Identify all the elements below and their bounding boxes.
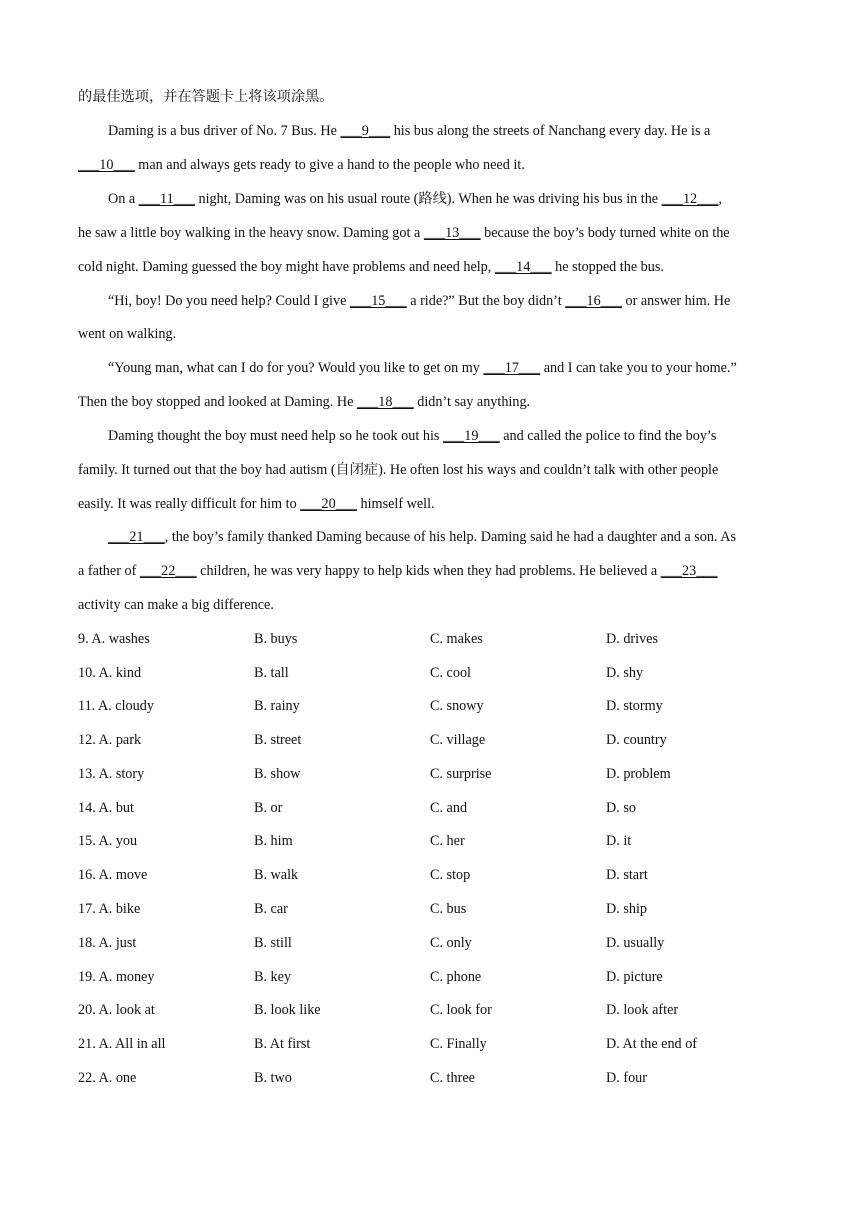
passage-text: Daming is a bus driver of No. 7 Bus. He [108,123,341,139]
passage-line [78,155,783,175]
passage-text: Daming thought the boy must need help so he took out his [108,428,443,444]
blank-19: ___19___ [442,428,500,444]
option-d: D. so [606,800,636,816]
option-d: D. ship [606,901,647,917]
option-b: B. rainy [254,698,300,714]
option-d: D. problem [606,766,671,782]
passage-text: himself well. [356,496,435,512]
passage-text: man and always gets ready to give a hand to the people who need it. [134,157,525,173]
option-a: 11. A. cloudy [78,698,154,714]
option-c: C. village [430,732,486,748]
blank-9: ___9___ [340,123,391,139]
option-b: B. street [254,732,302,748]
passage-text: Then the boy stopped and looked at Daming. He [78,394,357,410]
question-row [78,629,783,649]
option-a: 9. A. washes [78,631,150,647]
passage-text: a ride?” But the boy didn’t [406,293,566,309]
option-a: 12. A. park [78,732,142,748]
blank-14: ___14___ [494,259,552,275]
option-b: B. show [254,766,301,782]
blank-13: ___13___ [423,225,481,241]
passage-text: he saw a little boy walking in the heavy snow. Daming got a [78,225,424,241]
passage-text: On a [108,191,139,207]
option-d: D. drives [606,631,659,647]
option-d: D. it [606,833,632,849]
option-d: D. four [606,1070,647,1086]
passage-text: , [718,191,722,207]
option-a: 17. A. bike [78,901,141,917]
blank-12: ___12___ [661,191,719,207]
passage-text: children, he was very happy to help kids when they had problems. He believed a [196,563,661,579]
passage-text: “Young man, what can I do for you? Would you like to get on my [108,360,484,376]
passage-line [108,358,783,378]
passage-text: night, Daming was on his usual route (路线). When he was driving his bus in the [194,191,662,207]
blank-17: ___17___ [483,360,541,376]
question-row [78,1000,783,1020]
blank-10: ___10___ [78,157,135,173]
option-c: C. look for [430,1002,492,1018]
option-c: C. surprise [430,766,492,782]
passage-text: didn’t say anything. [413,394,531,410]
option-c: C. phone [430,969,482,985]
option-d: D. picture [606,969,663,985]
option-c: C. and [430,800,468,816]
option-a: 16. A. move [78,867,148,883]
passage-text: he stopped the bus. [551,259,664,275]
option-b: B. key [254,969,292,985]
blank-18: ___18___ [356,394,414,410]
passage-text: , the boy’s family thanked Daming because of his help. Daming said he had a daughter and a son. As [164,529,737,545]
option-d: D. At the end of [606,1036,698,1052]
passage-text: a father of [78,563,140,579]
passage-line [78,392,783,412]
option-a: 20. A. look at [78,1002,155,1018]
question-row [78,696,783,716]
option-c: C. bus [430,901,467,917]
option-d: D. country [606,732,667,748]
option-d: D. look after [606,1002,679,1018]
question-row [78,967,783,987]
blank-23: ___23___ [660,563,718,579]
option-c: C. makes [430,631,483,647]
passage-text: “Hi, boy! Do you need help? Could I give [108,293,350,309]
option-a: 18. A. just [78,935,137,951]
passage-line [108,121,783,141]
option-b: B. walk [254,867,299,883]
question-row [78,1034,783,1054]
passage-line [78,494,783,514]
question-row [78,831,783,851]
option-a: 21. A. All in all [78,1036,166,1052]
option-d: D. usually [606,935,665,951]
passage-text: easily. It was really difficult for him to [78,496,301,512]
option-c: C. Finally [430,1036,487,1052]
passage-line [108,291,783,311]
blank-22: ___22___ [139,563,197,579]
option-c: C. three [430,1070,475,1086]
option-c: C. her [430,833,465,849]
option-b: B. tall [254,665,289,681]
option-c: C. snowy [430,698,484,714]
question-row [78,865,783,885]
option-b: B. car [254,901,288,917]
passage-line [78,561,783,581]
passage-text: and called the police to find the boy’s [499,428,717,444]
option-a: 10. A. kind [78,665,142,681]
passage-text: his bus along the streets of Nanchang every day. He is a [390,123,711,139]
option-b: B. him [254,833,293,849]
passage-line [78,257,783,277]
passage-text: cold night. Daming guessed the boy might have problems and need help, [78,259,495,275]
question-row [78,899,783,919]
passage-text: and I can take you to your home.” [540,360,737,376]
question-row [78,933,783,953]
passage-line: family. It turned out that the boy had autism (自闭症). He often lost his ways and couldn’t talk with other people [78,462,719,478]
option-c: C. only [430,935,472,951]
option-b: B. still [254,935,292,951]
blank-20: ___20___ [300,496,357,512]
question-row [78,798,783,818]
passage-line: activity can make a big difference. [78,597,274,613]
question-row [78,1068,783,1088]
passage-line [108,527,783,547]
blank-16: ___16___ [565,293,622,309]
passage-text: or answer him. He [621,293,731,309]
question-row [78,764,783,784]
option-d: D. stormy [606,698,663,714]
option-a: 19. A. money [78,969,155,985]
passage-line [78,223,783,243]
option-a: 13. A. story [78,766,145,782]
blank-15: ___15___ [349,293,407,309]
option-b: B. At first [254,1036,311,1052]
option-d: D. shy [606,665,644,681]
blank-11: ___11___ [138,191,195,207]
passage-line [108,426,783,446]
question-row [78,730,783,750]
option-b: B. or [254,800,283,816]
passage-line: went on walking. [78,326,177,342]
option-c: C. stop [430,867,471,883]
option-a: 22. A. one [78,1070,137,1086]
option-a: 14. A. but [78,800,134,816]
passage-text: because the boy’s body turned white on the [480,225,730,241]
instruction-text: 的最佳选项，并在答题卡上将该项涂黑。 [78,89,334,105]
option-b: B. buys [254,631,298,647]
option-c: C. cool [430,665,471,681]
option-b: B. look like [254,1002,321,1018]
blank-21: ___21___ [108,529,165,545]
question-row [78,663,783,683]
option-b: B. two [254,1070,292,1086]
passage-line [108,189,783,209]
option-a: 15. A. you [78,833,138,849]
option-d: D. start [606,867,648,883]
